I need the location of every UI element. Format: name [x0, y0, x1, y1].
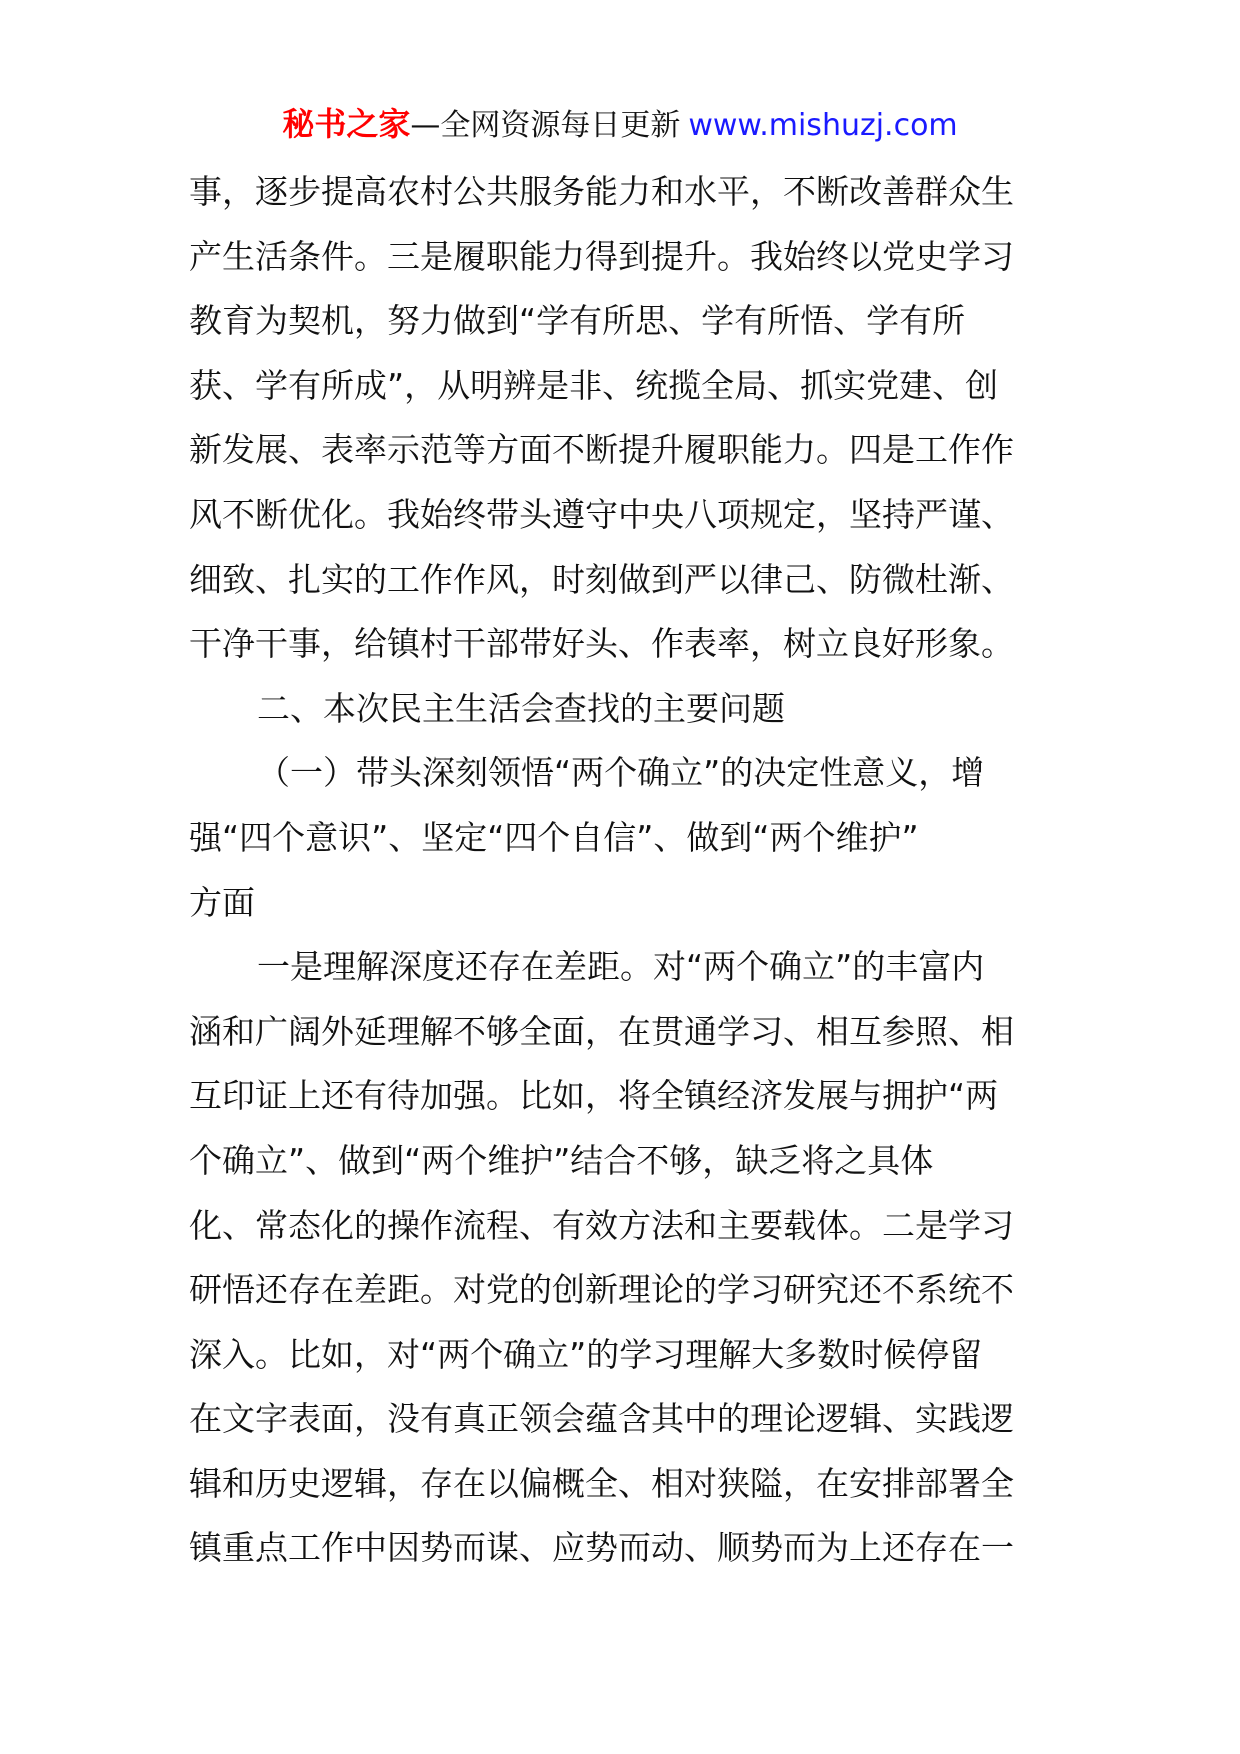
- text-line: 个确立”、做到“两个维护”结合不够，缺乏将之具体: [189, 1140, 934, 1180]
- subsection-heading-line: 方面: [189, 882, 255, 922]
- text-line: 教育为契机，努力做到“学有所思、学有所悟、学有所: [189, 301, 966, 341]
- paragraph-start: 一是理解深度还存在差距。对“两个确立”的丰富内: [257, 947, 985, 987]
- site-url-link[interactable]: www.mishuzj.com: [688, 108, 958, 143]
- text-line: 产生活条件。三是履职能力得到提升。我始终以党史学习: [189, 236, 1014, 276]
- text-line: 镇重点工作中因势而谋、应势而动、顺势而为上还存在一: [189, 1528, 1014, 1568]
- site-brand: 秘书之家: [282, 105, 411, 143]
- text-line: 研悟还存在差距。对党的创新理论的学习研究还不系统不: [189, 1270, 1014, 1310]
- text-line: 细致、扎实的工作作风，时刻做到严以律己、防微杜渐、: [189, 559, 1014, 599]
- site-header: [0, 100, 1240, 150]
- document-body: [189, 160, 1059, 1581]
- text-line: 新发展、表率示范等方面不断提升履职能力。四是工作作: [189, 430, 1014, 470]
- text-line: 互印证上还有待加强。比如，将全镇经济发展与拥护“两: [189, 1076, 999, 1116]
- text-line: 干净干事，给镇村干部带好头、作表率，树立良好形象。: [189, 624, 1014, 664]
- subsection-heading: （一）带头深刻领悟“两个确立”的决定性意义，增: [257, 753, 985, 793]
- section-heading: 二、本次民主生活会查找的主要问题: [257, 688, 785, 728]
- subsection-heading-line: 强“四个意识”、坚定“四个自信”、做到“两个维护”: [189, 817, 919, 857]
- text-line: 风不断优化。我始终带头遵守中央八项规定，坚持严谨、: [189, 494, 1014, 534]
- text-line: 获、学有所成”，从明辨是非、统揽全局、抓实党建、创: [189, 365, 999, 405]
- site-tagline: —全网资源每日更新: [410, 108, 681, 143]
- text-line: 辑和历史逻辑，存在以偏概全、相对狭隘，在安排部署全: [189, 1463, 1014, 1503]
- text-line: 在文字表面，没有真正领会蕴含其中的理论逻辑、实践逻: [189, 1399, 1014, 1439]
- text-line: 事，逐步提高农村公共服务能力和水平，不断改善群众生: [189, 172, 1014, 211]
- text-line: 化、常态化的操作流程、有效方法和主要载体。二是学习: [189, 1205, 1014, 1245]
- text-line: 涵和广阔外延理解不够全面，在贯通学习、相互参照、相: [189, 1011, 1014, 1051]
- text-line: 深入。比如，对“两个确立”的学习理解大多数时候停留: [189, 1334, 983, 1374]
